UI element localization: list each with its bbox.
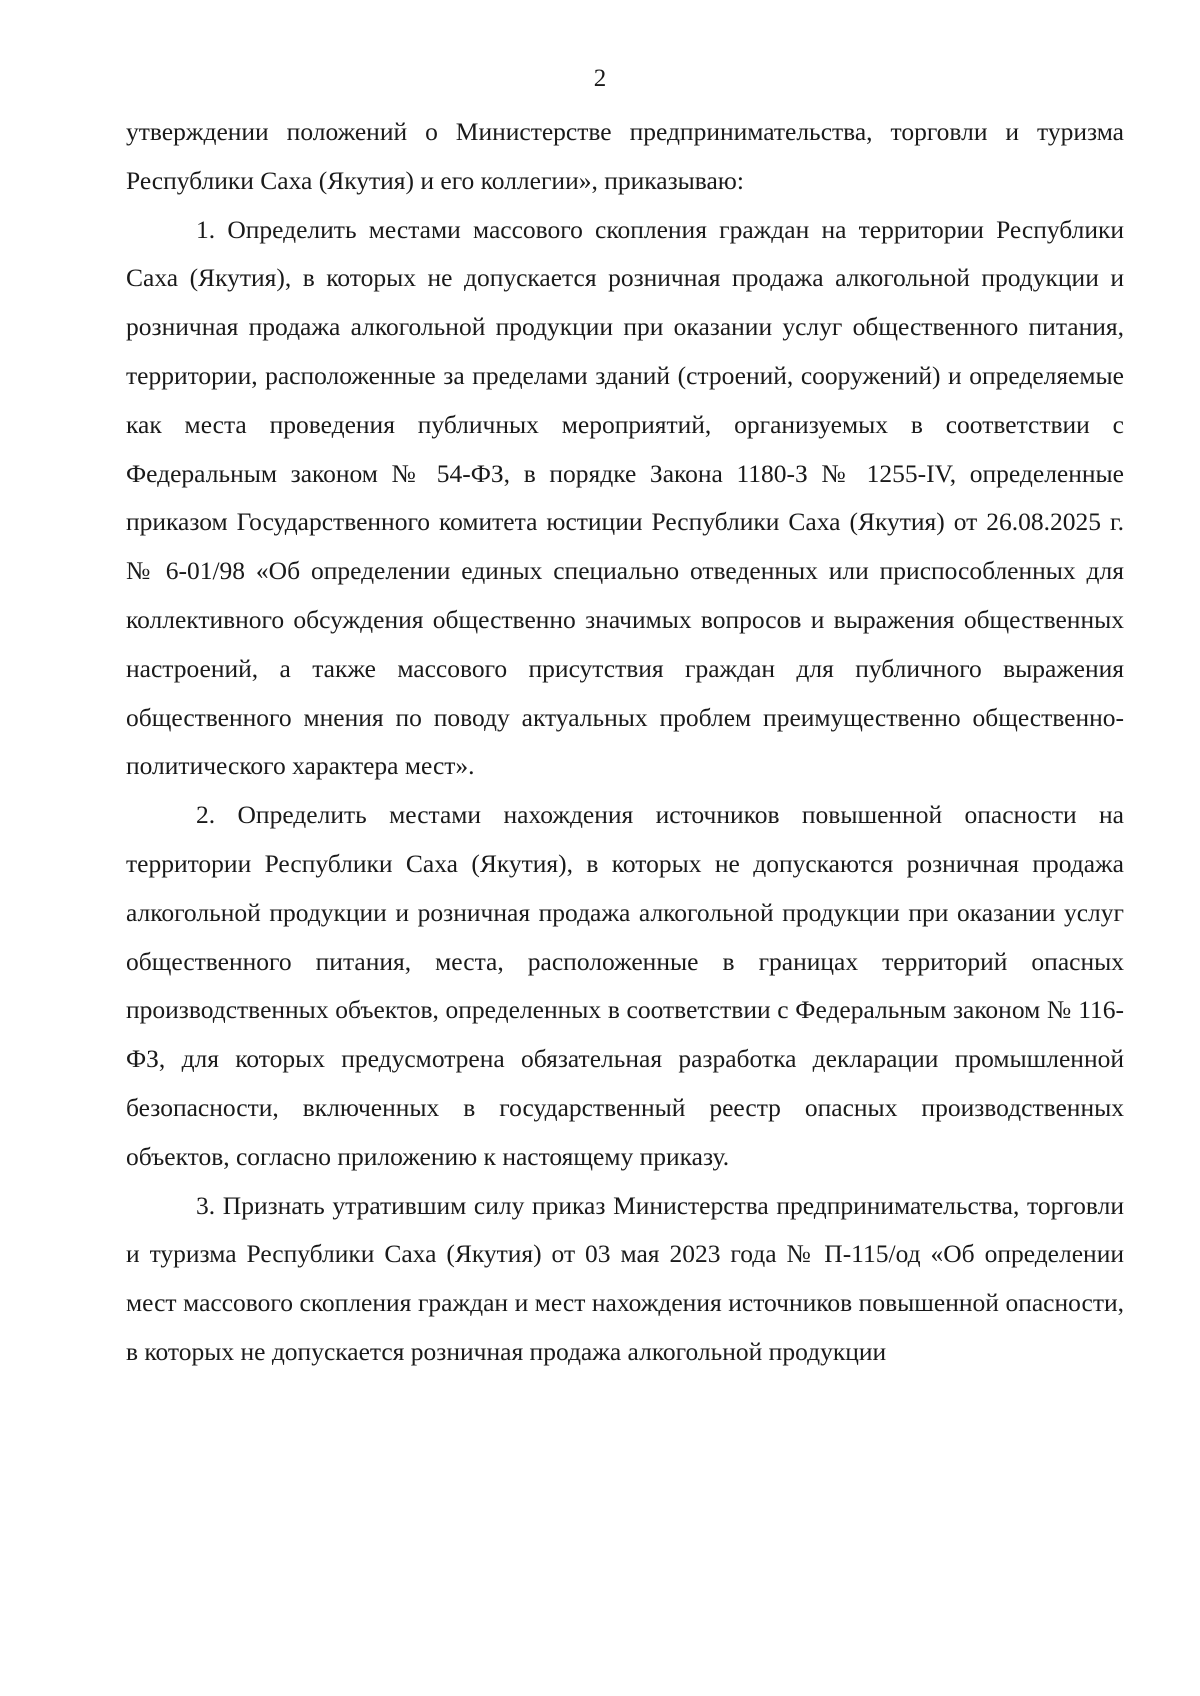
paragraph-item-1: 1. Определить местами массового скопления граждан на территории Республики Саха (Якутия), в которых не допускается розничная продажа алкогольной продукции и розничная продажа алкогольной продукции при оказании услуг общественного питания, территории, расположенные за пределами зданий (строений, сооружений) и определяемые как места проведения публичных мероприятий, организуемых в соответствии с Федеральным законом № 54-ФЗ, в порядке Закона 1180-З № 1255-IV, определенные приказом Государственного комитета юстиции Республики Саха (Якутия) от 26.08.2025 г. № 6-01/98 «Об определении единых специально отведенных или приспособленных для коллективного обсуждения общественно значимых вопросов и выражения общественных настроений, а также массового присутствия граждан для публичного выражения общественного мнения по поводу актуальных проблем преимущественно общественно-политического характера мест». — [126, 214, 1124, 781]
paragraph-continuation: утверждении положений о Министерстве предпринимательства, торговли и туризма Республики Саха (Якутия) и его коллегии», приказываю: — [126, 117, 1124, 195]
paragraph-item-3: 3. Признать утратившим силу приказ Министерства предпринимательства, торговли и туризма Республики Саха (Якутия) от 03 мая 2023 года № П-115/од «Об определении мест массового скопления граждан и мест нахождения источников повышенной опасности, в которых не допускается розничная продажа алкогольной продукции — [126, 1190, 1124, 1366]
paragraph-item-2: 2. Определить местами нахождения источников повышенной опасности на территории Республики Саха (Якутия), в которых не допускаются розничная продажа алкогольной продукции и розничная продажа алкогольной продукции при оказании услуг общественного питания, места, расположенные в границах территорий опасных производственных объектов, определенных в соответствии с Федеральным законом № 116-ФЗ, для которых предусмотрена обязательная разработка декларации промышленной безопасности, включенных в государственный реестр опасных производственных объектов, согласно приложению к настоящему приказу. — [126, 800, 1124, 1171]
page-number: 2 — [593, 65, 607, 92]
document-body — [126, 108, 1124, 1377]
